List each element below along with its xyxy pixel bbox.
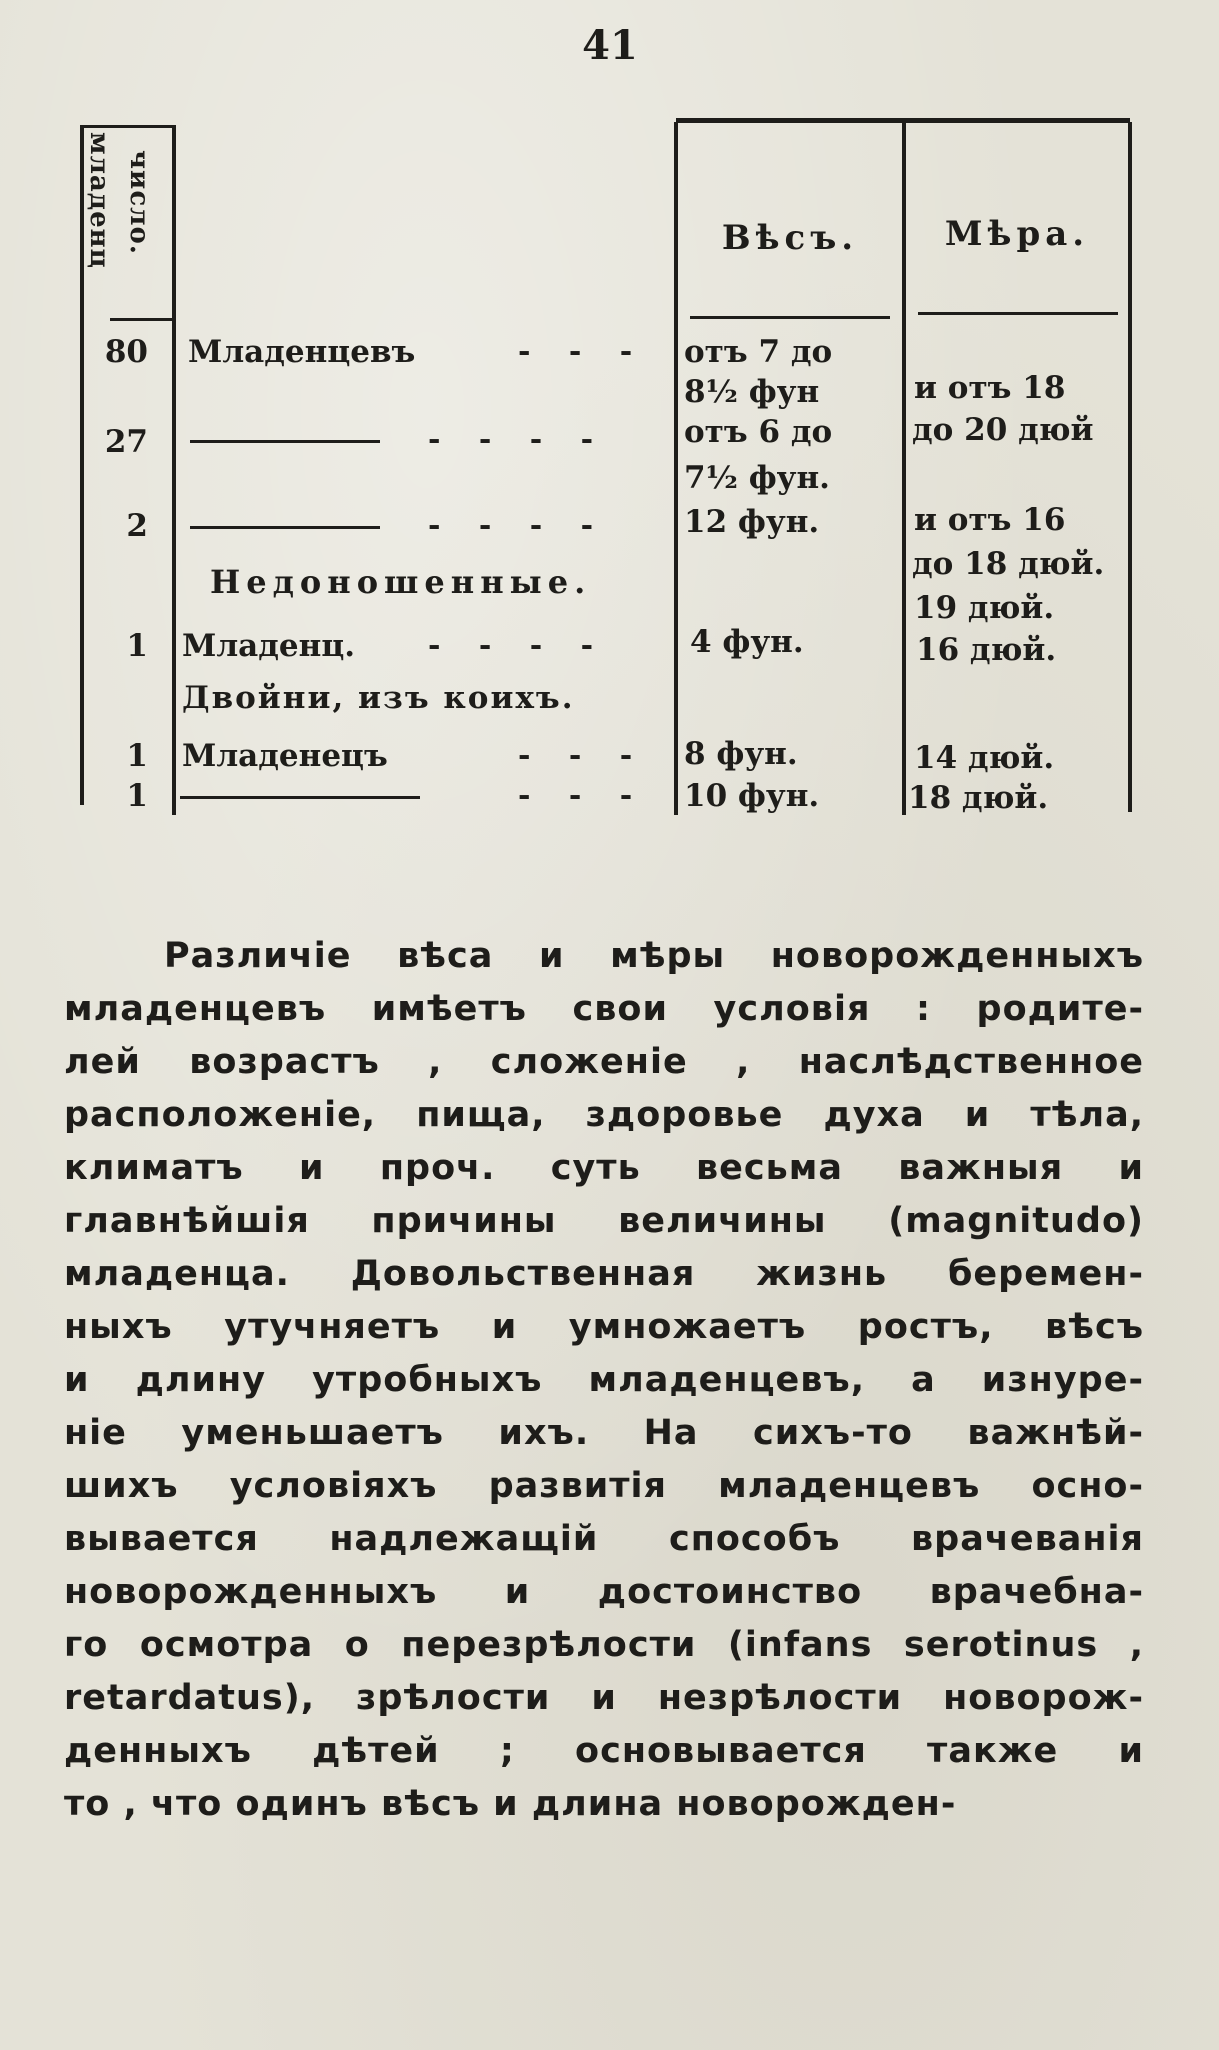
count-column-header — [82, 132, 170, 317]
count-header-word-2: число. — [124, 150, 154, 255]
table-weight-header-rule — [690, 316, 890, 319]
row-1-measure-line-2: до 20 дюй — [912, 412, 1094, 448]
row-8-measure: 14 дюй. — [914, 740, 1055, 776]
text-line: го осмотра о перезрѣлости (infans serotinus , — [64, 1625, 1144, 1665]
row-3-measure-line-1: и отъ 16 — [914, 502, 1066, 538]
row-8-count: 1 — [126, 738, 148, 774]
text-line: и длину утробныхъ младенцевъ, а изнуре- — [64, 1360, 1144, 1400]
weight-column-header: Вѣсъ. — [721, 218, 859, 258]
text-line: главнѣйшія причины величины (magnitudo) — [64, 1201, 1144, 1241]
row-3-ditto-rule — [190, 526, 380, 529]
measure-column-header: Мѣра. — [944, 214, 1090, 254]
row-6-count: 1 — [126, 628, 148, 664]
subheading-twins: Двойни, изъ коихъ. — [182, 680, 575, 716]
text-line: младенца. Довольственная жизнь беремен- — [64, 1254, 1144, 1294]
row-1-weight-line-2: 8½ фун — [684, 374, 820, 410]
row-9-weight: 10 фун. — [684, 778, 820, 814]
row-8-dashes: - - - — [518, 738, 647, 773]
row-1-count: 80 — [104, 334, 148, 370]
row-9-count: 1 — [126, 778, 148, 814]
text-line: новорожденныхъ и достоинство врачебна- — [64, 1572, 1144, 1612]
row-5-measure: 19 дюй. — [914, 590, 1055, 626]
table-divider-count — [172, 125, 176, 815]
text-line: расположеніе, пища, здоровье духа и тѣла, — [64, 1095, 1144, 1135]
text-line: климатъ и проч. суть весьма важныя и — [64, 1148, 1144, 1188]
text-line: retardatus), зрѣлости и незрѣлости новорож- — [64, 1678, 1144, 1718]
row-2-ditto-rule — [190, 440, 380, 443]
count-header-word-1: младенц — [84, 132, 114, 269]
table-measure-header-rule — [918, 312, 1118, 315]
row-1-measure-line-1: и отъ 18 — [914, 370, 1066, 406]
row-6-weight: 4 фун. — [690, 624, 804, 660]
text-line: денныхъ дѣтей ; основывается также и — [64, 1731, 1144, 1771]
text-line: ныхъ утучняетъ и умножаетъ ростъ, вѣсъ — [64, 1307, 1144, 1347]
row-6-label: Младенц. — [182, 628, 356, 664]
row-9-dashes: - - - — [518, 778, 647, 813]
row-2-weight-line-2: 7½ фун. — [684, 460, 830, 496]
body-paragraph — [64, 930, 1144, 1831]
row-3-count: 2 — [126, 508, 148, 544]
page-number: 41 — [582, 22, 638, 69]
row-8-weight: 8 фун. — [684, 736, 798, 772]
row-3-weight: 12 фун. — [684, 504, 820, 540]
row-6-measure: 16 дюй. — [916, 632, 1057, 668]
row-3-measure-line-2: до 18 дюй. — [912, 546, 1105, 582]
table-count-top-rule — [80, 125, 174, 128]
row-2-count: 27 — [104, 424, 148, 460]
row-1-label: Младенцевъ — [188, 334, 416, 370]
text-line: Различіе вѣса и мѣры новорожденныхъ — [164, 936, 1144, 976]
text-line: то , что одинъ вѣсъ и длина новорожден- — [64, 1784, 957, 1824]
table-top-rule — [676, 118, 1130, 123]
row-6-dashes: - - - - — [428, 628, 608, 663]
text-line: шихъ условіяхъ развитія младенцевъ осно- — [64, 1466, 1144, 1506]
row-2-weight-line-1: отъ 6 до — [684, 414, 833, 450]
row-1-weight-line-1: отъ 7 до — [684, 334, 833, 370]
table-divider-measure — [902, 122, 906, 815]
text-line: вывается надлежащій способъ врачеванія — [64, 1519, 1144, 1559]
row-8-label: Младенецъ — [182, 738, 388, 774]
table-border-right — [1128, 122, 1132, 812]
row-9-measure: 18 дюй. — [908, 780, 1049, 816]
row-2-dashes: - - - - — [428, 422, 608, 457]
table-divider-weight-left — [674, 122, 678, 815]
text-line: ніе уменьшаетъ ихъ. На сихъ-то важнѣй- — [64, 1413, 1144, 1453]
row-9-ditto-rule — [180, 796, 420, 799]
table-count-header-rule — [110, 318, 172, 321]
text-line: лей возрастъ , сложеніе , наслѣдственное — [64, 1042, 1144, 1082]
row-1-dashes: - - - — [518, 334, 647, 369]
row-3-dashes: - - - - — [428, 508, 608, 543]
text-line: младенцевъ имѣетъ свои условія : родите- — [64, 989, 1144, 1029]
subheading-premature: Недоношенные. — [210, 563, 592, 601]
